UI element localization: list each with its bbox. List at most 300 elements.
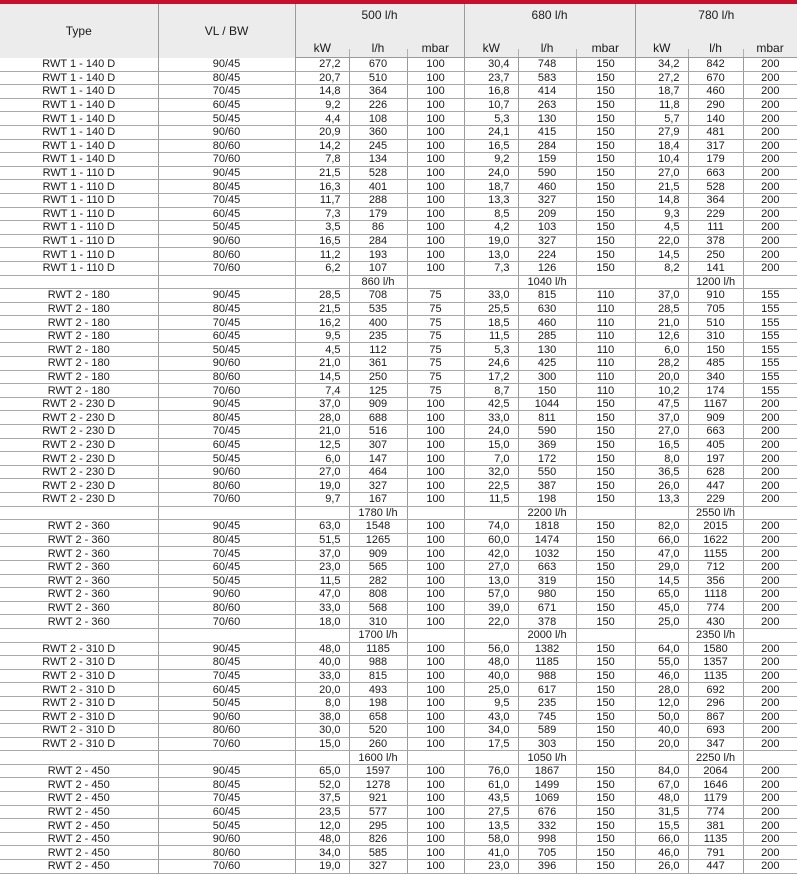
pressure-cell: 200 [743,764,797,778]
pressure-cell: 150 [576,438,635,452]
kw-cell: 16,5 [464,139,518,153]
pressure-cell: 100 [407,221,464,235]
kw-cell: 55,0 [635,656,688,670]
pressure-cell: 100 [407,669,464,683]
header-sub-kw [464,39,518,58]
kw-cell: 22,0 [635,234,688,248]
kw-cell: 45,0 [635,601,688,615]
flow-cell: 224 [518,248,576,262]
pressure-cell: 150 [576,588,635,602]
vl-bw-cell: 60/45 [158,207,295,221]
header-sub-label: l/h [709,41,722,55]
flow-cell: 745 [518,710,576,724]
kw-cell: 16,8 [464,85,518,99]
vl-bw-cell: 50/45 [158,112,295,126]
flow-rate-cell [743,628,797,642]
header-sub-lh [518,39,576,58]
table-row [0,792,797,806]
flow-cell: 815 [518,289,576,303]
pressure-cell: 200 [743,860,797,874]
table-row [0,221,797,235]
kw-cell: 7,8 [295,153,349,167]
flow-rate-cell: 1700 l/h [349,628,407,642]
vl-bw-cell: 80/45 [158,656,295,670]
type-cell: RWT 1 - 110 D [0,221,158,235]
pressure-cell: 100 [407,234,464,248]
flow-cell: 1646 [688,778,743,792]
pressure-cell: 155 [743,289,797,303]
pressure-cell: 110 [576,289,635,303]
pressure-cell: 200 [743,792,797,806]
kw-cell: 13,3 [635,493,688,507]
flow-cell: 1867 [518,764,576,778]
pressure-cell: 110 [576,357,635,371]
kw-cell: 15,0 [295,737,349,751]
pressure-cell: 100 [407,710,464,724]
flow-cell: 460 [688,85,743,99]
kw-cell: 37,0 [635,289,688,303]
kw-cell: 16,3 [295,180,349,194]
kw-cell: 39,0 [464,601,518,615]
type-cell: RWT 2 - 450 [0,832,158,846]
flow-cell: 590 [518,166,576,180]
kw-cell: 16,5 [295,234,349,248]
flow-cell: 282 [349,574,407,588]
vl-bw-cell: 80/45 [158,302,295,316]
vl-bw-cell: 90/60 [158,357,295,371]
kw-cell: 7,3 [464,261,518,275]
kw-cell: 24,1 [464,125,518,139]
pressure-cell: 200 [743,737,797,751]
flow-cell: 617 [518,683,576,697]
pressure-cell: 200 [743,669,797,683]
flow-cell: 1265 [349,533,407,547]
flow-cell: 811 [518,411,576,425]
pressure-cell: 150 [576,452,635,466]
flow-cell: 712 [688,560,743,574]
kw-cell: 26,0 [635,860,688,874]
flow-cell: 174 [688,384,743,398]
flow-cell: 401 [349,180,407,194]
kw-cell: 23,5 [295,805,349,819]
flow-rate-cell [576,275,635,289]
table-row [0,601,797,615]
pressure-cell: 200 [743,533,797,547]
pressure-cell: 100 [407,112,464,126]
kw-cell: 28,5 [635,302,688,316]
flow-cell: 692 [688,683,743,697]
flow-rate-cell: 2550 l/h [688,506,743,520]
pressure-cell: 100 [407,724,464,738]
kw-cell: 37,0 [295,397,349,411]
kw-cell: 64,0 [635,642,688,656]
flow-cell: 1499 [518,778,576,792]
vl-bw-cell: 60/45 [158,683,295,697]
vl-bw-cell: 50/45 [158,696,295,710]
pressure-cell: 150 [576,221,635,235]
flow-cell: 909 [349,397,407,411]
kw-cell: 48,0 [295,832,349,846]
pressure-cell: 155 [743,343,797,357]
kw-cell: 4,5 [295,343,349,357]
pressure-cell: 110 [576,370,635,384]
table-row [0,343,797,357]
kw-cell: 58,0 [464,832,518,846]
kw-cell: 15,0 [464,438,518,452]
flow-cell: 663 [688,425,743,439]
vl-bw-cell: 90/60 [158,125,295,139]
table-row [0,479,797,493]
flow-cell: 630 [518,302,576,316]
table-row [0,397,797,411]
flow-cell: 126 [518,261,576,275]
flow-cell: 425 [518,357,576,371]
type-cell: RWT 2 - 360 [0,533,158,547]
table-row [0,696,797,710]
type-cell: RWT 2 - 450 [0,805,158,819]
table-row [0,261,797,275]
header-sub-label: l/h [540,41,554,55]
pressure-cell: 200 [743,493,797,507]
pressure-cell: 150 [576,493,635,507]
pressure-cell: 75 [407,357,464,371]
flow-cell: 826 [349,832,407,846]
type-cell: RWT 1 - 140 D [0,112,158,126]
flow-cell: 327 [518,193,576,207]
pressure-cell: 100 [407,696,464,710]
flow-cell: 988 [349,656,407,670]
pressure-cell: 200 [743,166,797,180]
flow-cell: 430 [688,615,743,629]
kw-cell: 17,5 [464,737,518,751]
flow-cell: 179 [349,207,407,221]
kw-cell: 23,0 [464,860,518,874]
header-sub-mbar [407,39,464,58]
flow-rate-cell [635,751,688,765]
kw-cell: 33,0 [464,289,518,303]
table-row [0,642,797,656]
pressure-cell: 200 [743,656,797,670]
flow-cell: 628 [688,465,743,479]
pressure-cell: 200 [743,588,797,602]
type-cell: RWT 2 - 450 [0,819,158,833]
type-cell: RWT 2 - 180 [0,316,158,330]
vl-bw-cell: 70/60 [158,384,295,398]
table-body [0,58,797,874]
flow-cell: 577 [349,805,407,819]
table-row [0,547,797,561]
flow-cell: 387 [518,479,576,493]
kw-cell: 12,5 [295,438,349,452]
flow-rate-row [0,628,797,642]
type-cell: RWT 1 - 140 D [0,58,158,72]
flow-cell: 360 [349,125,407,139]
pressure-cell: 200 [743,125,797,139]
kw-cell: 47,5 [635,397,688,411]
flow-cell: 327 [349,479,407,493]
flow-rate-cell [464,275,518,289]
flow-cell: 108 [349,112,407,126]
table-row [0,452,797,466]
pressure-cell: 150 [576,180,635,194]
type-cell: RWT 1 - 110 D [0,234,158,248]
kw-cell: 16,5 [635,438,688,452]
flow-cell: 260 [349,737,407,751]
flow-cell: 197 [688,452,743,466]
table-row [0,58,797,72]
vl-bw-cell: 70/60 [158,493,295,507]
flow-cell: 1179 [688,792,743,806]
flow-cell: 296 [688,696,743,710]
pressure-cell: 100 [407,465,464,479]
pressure-cell: 150 [576,193,635,207]
flow-rate-cell: 2350 l/h [688,628,743,642]
kw-cell: 14,5 [635,248,688,262]
header-sub-kw [295,39,349,58]
pressure-cell: 150 [576,560,635,574]
kw-cell: 22,0 [464,615,518,629]
pressure-cell: 200 [743,193,797,207]
flow-rate-row [0,751,797,765]
pressure-cell: 100 [407,560,464,574]
pressure-cell: 100 [407,166,464,180]
vl-bw-cell: 80/60 [158,370,295,384]
pressure-cell: 100 [407,248,464,262]
kw-cell: 11,8 [635,98,688,112]
flow-cell: 245 [349,139,407,153]
flow-cell: 209 [518,207,576,221]
type-cell: RWT 1 - 140 D [0,125,158,139]
type-cell: RWT 1 - 110 D [0,166,158,180]
flow-cell: 356 [688,574,743,588]
pressure-cell: 100 [407,180,464,194]
flow-cell: 378 [688,234,743,248]
pressure-cell: 100 [407,642,464,656]
flow-cell: 565 [349,560,407,574]
flow-cell: 510 [688,316,743,330]
pressure-cell: 100 [407,615,464,629]
pressure-cell: 100 [407,425,464,439]
flow-rate-cell [743,751,797,765]
pressure-cell: 75 [407,384,464,398]
type-cell: RWT 2 - 230 D [0,425,158,439]
pressure-cell: 200 [743,425,797,439]
vl-bw-cell: 70/45 [158,193,295,207]
flow-rate-cell: 1040 l/h [518,275,576,289]
type-cell: RWT 2 - 180 [0,302,158,316]
pressure-cell: 155 [743,329,797,343]
pressure-cell: 100 [407,58,464,72]
pressure-cell: 100 [407,778,464,792]
vl-bw-cell: 80/60 [158,248,295,262]
kw-cell: 20,0 [295,683,349,697]
kw-cell: 8,0 [635,452,688,466]
table-row [0,370,797,384]
kw-cell: 38,0 [295,710,349,724]
flow-cell: 111 [688,221,743,235]
kw-cell: 48,0 [295,642,349,656]
table-row [0,805,797,819]
vl-bw-cell: 80/60 [158,846,295,860]
flow-cell: 172 [518,452,576,466]
type-cell: RWT 2 - 180 [0,357,158,371]
vl-bw-cell: 70/60 [158,737,295,751]
flow-cell: 347 [688,737,743,751]
kw-cell: 34,2 [635,58,688,72]
kw-cell: 48,0 [635,792,688,806]
pressure-cell: 100 [407,71,464,85]
kw-cell: 50,0 [635,710,688,724]
flow-rate-cell [295,628,349,642]
flow-cell: 1548 [349,520,407,534]
pressure-cell: 155 [743,302,797,316]
pressure-cell: 100 [407,493,464,507]
kw-cell: 47,0 [635,547,688,561]
kw-cell: 24,0 [464,425,518,439]
pressure-cell: 150 [576,125,635,139]
pressure-cell: 150 [576,710,635,724]
flow-cell: 130 [518,112,576,126]
pressure-cell: 100 [407,805,464,819]
kw-cell: 10,4 [635,153,688,167]
vl-bw-cell: 80/45 [158,71,295,85]
pressure-cell: 100 [407,85,464,99]
flow-cell: 229 [688,207,743,221]
flow-cell: 520 [349,724,407,738]
pressure-cell: 150 [576,778,635,792]
flow-cell: 676 [518,805,576,819]
table-row [0,574,797,588]
kw-cell: 28,2 [635,357,688,371]
kw-cell: 16,2 [295,316,349,330]
kw-cell: 13,5 [464,819,518,833]
vl-bw-cell: 90/45 [158,397,295,411]
flow-cell: 141 [688,261,743,275]
kw-cell: 6,2 [295,261,349,275]
table-row [0,819,797,833]
kw-cell: 23,7 [464,71,518,85]
pressure-cell: 200 [743,778,797,792]
table-row [0,778,797,792]
flow-cell: 364 [349,85,407,99]
pressure-cell: 150 [576,832,635,846]
kw-cell: 11,5 [464,329,518,343]
kw-cell: 18,7 [635,85,688,99]
flow-cell: 134 [349,153,407,167]
flow-cell: 1167 [688,397,743,411]
flow-cell: 1357 [688,656,743,670]
flow-cell: 671 [518,601,576,615]
pressure-cell: 100 [407,683,464,697]
table-row [0,411,797,425]
table-row [0,384,797,398]
flow-rate-cell [295,506,349,520]
vl-bw-cell: 70/45 [158,425,295,439]
kw-cell: 52,0 [295,778,349,792]
flow-cell: 867 [688,710,743,724]
kw-cell: 30,4 [464,58,518,72]
vl-bw-cell: 90/60 [158,234,295,248]
kw-cell: 61,0 [464,778,518,792]
flow-cell: 130 [518,343,576,357]
kw-cell: 21,0 [295,425,349,439]
pressure-cell: 100 [407,153,464,167]
vl-bw-cell: 70/45 [158,792,295,806]
vl-bw-cell: 90/45 [158,166,295,180]
flow-rate-cell [576,751,635,765]
pressure-cell: 150 [576,846,635,860]
kw-cell: 14,8 [635,193,688,207]
vl-bw-cell: 90/45 [158,520,295,534]
kw-cell: 11,5 [295,574,349,588]
kw-cell: 63,0 [295,520,349,534]
pressure-cell: 100 [407,411,464,425]
flow-cell: 663 [518,560,576,574]
pressure-cell: 150 [576,696,635,710]
type-cell: RWT 2 - 310 D [0,669,158,683]
kw-cell: 12,0 [635,696,688,710]
kw-cell: 25,5 [464,302,518,316]
flow-cell: 910 [688,289,743,303]
flow-rate-cell: 2200 l/h [518,506,576,520]
vl-bw-cell: 70/60 [158,261,295,275]
vl-bw-cell: 50/45 [158,574,295,588]
flow-cell: 340 [688,370,743,384]
type-cell: RWT 2 - 450 [0,860,158,874]
kw-cell: 19,0 [295,479,349,493]
header-sub-label: l/h [371,41,385,55]
flow-rate-cell [576,506,635,520]
vl-bw-cell: 90/45 [158,642,295,656]
kw-cell: 74,0 [464,520,518,534]
flow-rate-row [0,275,797,289]
flow-rate-cell [158,275,295,289]
flow-cell: 1155 [688,547,743,561]
kw-cell: 11,2 [295,248,349,262]
flow-cell: 988 [518,669,576,683]
kw-cell: 9,5 [295,329,349,343]
kw-cell: 28,5 [295,289,349,303]
flow-cell: 589 [518,724,576,738]
table-row [0,683,797,697]
pressure-cell: 200 [743,248,797,262]
flow-rate-cell [464,628,518,642]
flow-rate-cell [407,751,464,765]
vl-bw-cell: 70/60 [158,153,295,167]
type-cell: RWT 1 - 140 D [0,71,158,85]
table-row [0,860,797,874]
kw-cell: 13,3 [464,193,518,207]
vl-bw-cell: 90/60 [158,710,295,724]
flow-cell: 415 [518,125,576,139]
pressure-cell: 150 [576,207,635,221]
header-sub-label: kW [313,41,331,55]
type-cell: RWT 1 - 140 D [0,85,158,99]
pressure-cell: 200 [743,112,797,126]
vl-bw-cell: 70/60 [158,615,295,629]
flow-cell: 464 [349,465,407,479]
pressure-cell: 200 [743,710,797,724]
header-group-3: 780 l/h [635,4,797,39]
table-row [0,153,797,167]
pressure-cell: 150 [576,764,635,778]
pressure-cell: 150 [576,139,635,153]
pressure-cell: 155 [743,370,797,384]
header-sub-mbar [743,39,797,58]
kw-cell: 40,0 [464,669,518,683]
kw-cell: 18,4 [635,139,688,153]
pressure-cell: 155 [743,357,797,371]
